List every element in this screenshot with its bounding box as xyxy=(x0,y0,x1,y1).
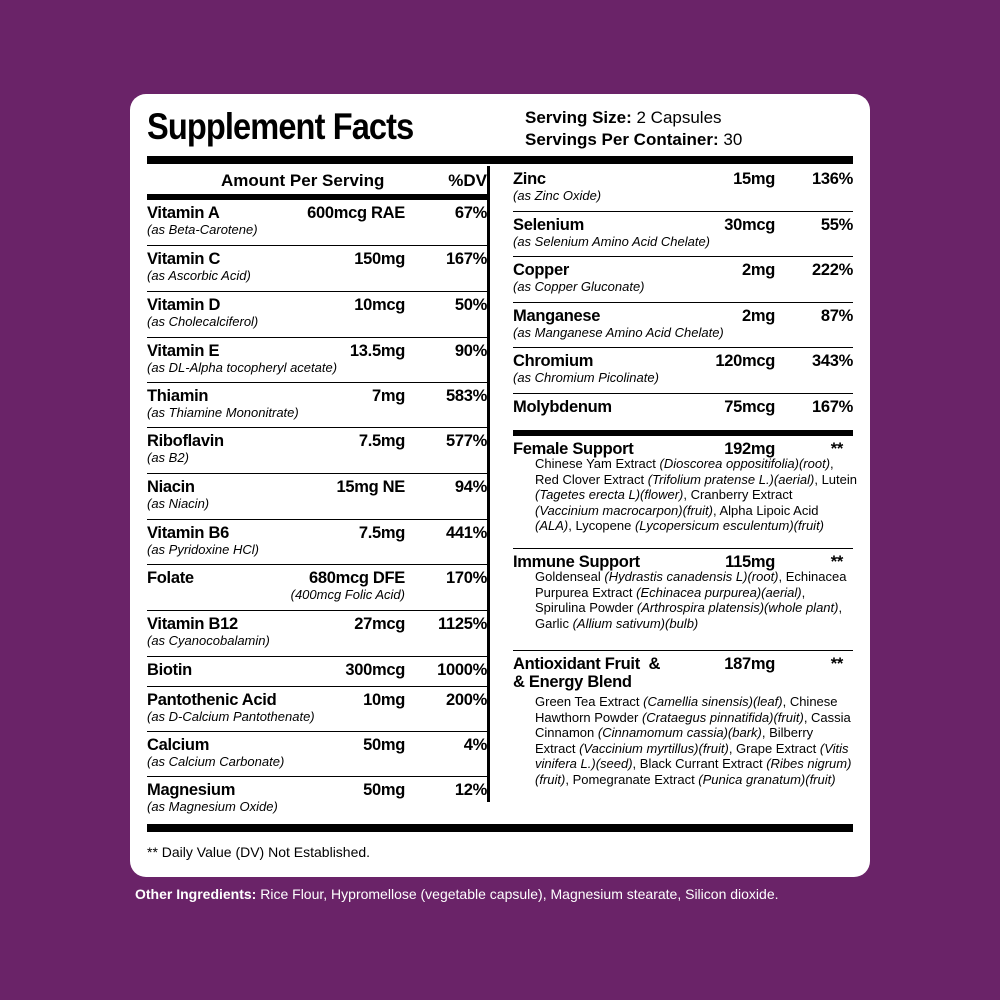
nutrient-dv: 222% xyxy=(811,261,853,279)
other-ingredients-text: Rice Flour, Hypromellose (vegetable capsule), Magnesium stearate, Silicon dioxide. xyxy=(256,886,779,902)
nutrient-name: Vitamin C xyxy=(147,250,221,268)
botanical-name: (Dioscorea oppositifolia)(root) xyxy=(659,456,831,471)
nutrient-amount: 7.5mg xyxy=(358,432,405,450)
dv-header: %DV xyxy=(448,171,487,190)
botanical-name: (Tagetes erecta L)(flower) xyxy=(535,487,684,502)
nutrient-amount: 7.5mg xyxy=(358,524,405,542)
nutrient-name: Manganese xyxy=(513,307,601,325)
ingredient-name: , Red Clover Extract xyxy=(535,456,834,487)
nutrient-row xyxy=(147,474,487,520)
nutrient-source: (as B2) xyxy=(147,450,189,465)
top-divider-bar xyxy=(147,156,853,164)
serving-info xyxy=(525,107,742,151)
nutrient-amount: 10mg xyxy=(363,691,405,709)
nutrient-amount: 50mg xyxy=(363,736,405,754)
botanical-name: (Vaccinium macrocarpon)(fruit) xyxy=(535,502,713,518)
blend-name-line: Antioxidant Fruit & xyxy=(513,655,661,673)
botanical-name: (Crataegus pinnatifida)(fruit) xyxy=(641,709,804,725)
nutrient-amount: 150mg xyxy=(354,250,405,268)
nutrient-source: (as Calcium Carbonate) xyxy=(147,754,285,769)
ingredient-name: , Grape Extract xyxy=(728,740,820,756)
botanical-name: (Camellia sinensis)(leaf) xyxy=(643,694,783,709)
blend-row xyxy=(513,651,853,811)
ingredient-name: Green Tea Extract xyxy=(535,694,644,709)
servings-per-container-label: Servings Per Container: xyxy=(525,130,719,149)
nutrient-source: (as Pyridoxine HCl) xyxy=(147,542,259,557)
ingredient-name: , Alpha Lipoic Acid xyxy=(712,502,819,518)
nutrient-amount: 7mg xyxy=(371,387,405,405)
nutrient-name: Riboflavin xyxy=(147,432,224,450)
nutrient-amount: 2mg xyxy=(741,261,775,279)
nutrient-amount: 120mcg xyxy=(715,352,775,370)
botanical-name: (Echinacea purpurea)(aerial) xyxy=(636,584,802,600)
blend-ingredients xyxy=(535,456,857,534)
nutrient-name: Vitamin D xyxy=(147,296,221,314)
nutrient-dv: 577% xyxy=(445,432,487,450)
other-ingredients xyxy=(135,886,779,902)
nutrient-amount: 15mg NE xyxy=(336,478,405,496)
nutrient-dv: 200% xyxy=(445,691,487,709)
nutrient-dv: 55% xyxy=(820,216,853,234)
nutrient-source: (as Cyanocobalamin) xyxy=(147,633,270,648)
nutrient-source: (as Cholecalciferol) xyxy=(147,314,259,329)
nutrient-name: Pantothenic Acid xyxy=(147,691,277,709)
botanical-name: (Trifolium pratense L.)(aerial) xyxy=(647,471,815,487)
nutrient-dv: 12% xyxy=(454,781,487,799)
blend-name: Immune Support xyxy=(513,553,640,571)
ingredient-name: , Chinese Hawthorn Powder xyxy=(535,694,838,725)
nutrient-dv: 167% xyxy=(445,250,487,268)
footnote: ** Daily Value (DV) Not Established. xyxy=(147,844,371,860)
nutrient-dv: 343% xyxy=(811,352,853,370)
nutrient-amount: 50mg xyxy=(363,781,405,799)
nutrient-name: Zinc xyxy=(513,170,546,188)
serving-size-label: Serving Size: xyxy=(525,108,632,127)
ingredient-name: , Lutein xyxy=(814,471,857,487)
nutrient-amount: 300mcg xyxy=(345,661,405,679)
nutrient-row xyxy=(147,777,487,817)
nutrient-dv: 1000% xyxy=(437,661,487,679)
nutrient-dv: 94% xyxy=(454,478,487,496)
ingredient-name: , Black Currant Extract xyxy=(632,756,767,771)
nutrient-amount: 2mg xyxy=(741,307,775,325)
nutrient-amount: 600mcg RAE xyxy=(307,204,405,222)
nutrient-row xyxy=(147,428,487,474)
nutrient-name: Copper xyxy=(513,261,569,279)
nutrient-source: (as Copper Gluconate) xyxy=(513,279,645,294)
panel-title: Supplement Facts xyxy=(147,106,414,147)
nutrient-source: (as Thiamine Mononitrate) xyxy=(147,405,299,420)
nutrient-row xyxy=(513,166,853,212)
nutrient-source: (as Ascorbic Acid) xyxy=(147,268,251,283)
nutrient-name: Selenium xyxy=(513,216,584,234)
other-ingredients-label: Other Ingredients: xyxy=(135,886,257,902)
blend-dv: ** xyxy=(830,655,843,673)
nutrient-name: Molybdenum xyxy=(513,398,612,416)
nutrient-row xyxy=(513,212,853,257)
nutrient-row xyxy=(513,394,853,436)
nutrient-name: Vitamin E xyxy=(147,342,220,360)
blend-amount: 187mg xyxy=(724,655,775,673)
nutrient-dv: 67% xyxy=(454,204,487,222)
botanical-name: (Lycopersicum esculentum)(fruit) xyxy=(634,518,825,533)
blend-name-line: & Energy Blend xyxy=(513,673,632,691)
blend-amount: 115mg xyxy=(725,553,775,571)
nutrient-row xyxy=(513,257,853,303)
nutrient-row xyxy=(147,246,487,292)
nutrient-row xyxy=(147,565,487,611)
nutrient-amount: 15mg xyxy=(733,170,775,188)
botanical-name: (Vaccinium myrtillus)(fruit) xyxy=(579,740,729,756)
ingredient-name: , Cranberry Extract xyxy=(683,487,793,502)
blend-name: Female Support xyxy=(513,440,634,458)
nutrient-source: (as DL-Alpha tocopheryl acetate) xyxy=(147,360,338,375)
nutrient-amount: 27mcg xyxy=(354,615,405,633)
blend-dv: ** xyxy=(830,440,843,458)
nutrient-dv: 4% xyxy=(463,736,487,754)
nutrient-row xyxy=(147,292,487,338)
nutrient-dv: 87% xyxy=(820,307,853,325)
nutrient-source: (as Beta-Carotene) xyxy=(147,222,258,237)
nutrient-dv: 1125% xyxy=(438,615,487,633)
nutrient-name: Magnesium xyxy=(147,781,236,799)
nutrient-source: (as Niacin) xyxy=(147,496,210,511)
supplement-facts-panel xyxy=(130,94,870,877)
nutrient-name: Vitamin B12 xyxy=(147,615,238,633)
botanical-name: (ALA) xyxy=(535,518,569,533)
nutrient-name: Niacin xyxy=(147,478,195,496)
nutrient-name: Chromium xyxy=(513,352,594,370)
nutrient-name: Vitamin A xyxy=(147,204,220,222)
blend-ingredients xyxy=(535,569,857,631)
blend-row xyxy=(513,436,857,549)
nutrient-amount: 75mcg xyxy=(724,398,775,416)
amount-per-serving-header: Amount Per Serving xyxy=(221,171,385,190)
botanical-name: (Allium sativum)(bulb) xyxy=(572,615,699,631)
nutrient-source: (as Magnesium Oxide) xyxy=(147,799,278,814)
servings-per-container-value: 30 xyxy=(718,130,743,149)
botanical-name: (Vitis vinifera L.)(seed) xyxy=(535,740,849,771)
botanical-name: (Ribes nigrum)(fruit) xyxy=(535,756,852,787)
nutrient-dv: 441% xyxy=(445,524,487,542)
left-nutrient-column xyxy=(147,166,487,817)
ingredient-name: Goldenseal xyxy=(535,569,605,584)
nutrient-dv: 170% xyxy=(445,569,487,587)
botanical-name: (Punica granatum)(fruit) xyxy=(698,771,836,787)
nutrient-name: Vitamin B6 xyxy=(147,524,229,542)
blend-row xyxy=(513,549,853,651)
column-divider xyxy=(487,166,490,802)
ingredient-name: , Spirulina Powder xyxy=(535,584,806,615)
nutrient-row xyxy=(513,348,853,394)
nutrient-row xyxy=(147,520,487,565)
nutrient-amount: 10mcg xyxy=(354,296,405,314)
nutrient-source: (as Chromium Picolinate) xyxy=(513,370,659,385)
nutrient-dv: 167% xyxy=(811,398,853,416)
nutrient-row xyxy=(147,611,487,657)
nutrient-row xyxy=(147,687,487,732)
ingredient-name: , Lycopene xyxy=(568,518,635,533)
column-header xyxy=(147,166,487,200)
nutrient-dv: 50% xyxy=(454,296,487,314)
nutrient-dv: 90% xyxy=(454,342,487,360)
ingredient-name: Chinese Yam Extract xyxy=(535,456,660,471)
ingredient-name: , Echinacea Purpurea Extract xyxy=(535,569,847,600)
nutrient-dv: 583% xyxy=(445,387,487,405)
nutrient-row xyxy=(147,338,487,383)
ingredient-name: , Garlic xyxy=(535,600,843,631)
nutrient-name: Folate xyxy=(147,569,194,587)
nutrient-row xyxy=(147,657,487,687)
blend-ingredients xyxy=(535,694,857,787)
botanical-name: (Hydrastis canadensis L)(root) xyxy=(604,569,779,584)
nutrient-amount: 680mcg DFE xyxy=(308,569,405,587)
nutrient-row xyxy=(147,383,487,428)
ingredient-name: , Cassia Cinnamon xyxy=(535,709,851,740)
nutrient-row xyxy=(147,732,487,777)
nutrient-source: (as Selenium Amino Acid Chelate) xyxy=(513,234,711,249)
blend-amount: 192mg xyxy=(724,440,775,458)
blend-dv: ** xyxy=(830,553,843,571)
nutrient-amount: 13.5mg xyxy=(349,342,405,360)
nutrient-row xyxy=(513,303,853,348)
nutrient-source: (as D-Calcium Pantothenate) xyxy=(147,709,315,724)
nutrient-source: (400mcg Folic Acid) xyxy=(290,587,405,602)
botanical-name: (Arthrospira platensis)(whole plant) xyxy=(636,600,839,615)
nutrient-name: Calcium xyxy=(147,736,210,754)
nutrient-row xyxy=(147,200,487,246)
nutrient-name: Biotin xyxy=(147,661,192,679)
nutrient-amount: 30mcg xyxy=(724,216,775,234)
ingredient-name: , Bilberry Extract xyxy=(535,725,814,756)
ingredient-name: , Pomegranate Extract xyxy=(565,771,699,787)
blend-name xyxy=(513,655,660,691)
serving-size-value: 2 Capsules xyxy=(631,108,722,127)
nutrient-name: Thiamin xyxy=(147,387,209,405)
nutrient-source: (as Zinc Oxide) xyxy=(513,188,602,203)
bottom-divider-bar xyxy=(147,824,853,832)
right-nutrient-column xyxy=(513,166,857,811)
nutrient-source: (as Manganese Amino Acid Chelate) xyxy=(513,325,724,340)
nutrient-dv: 136% xyxy=(811,170,853,188)
botanical-name: (Cinnamomum cassia)(bark) xyxy=(597,725,762,740)
